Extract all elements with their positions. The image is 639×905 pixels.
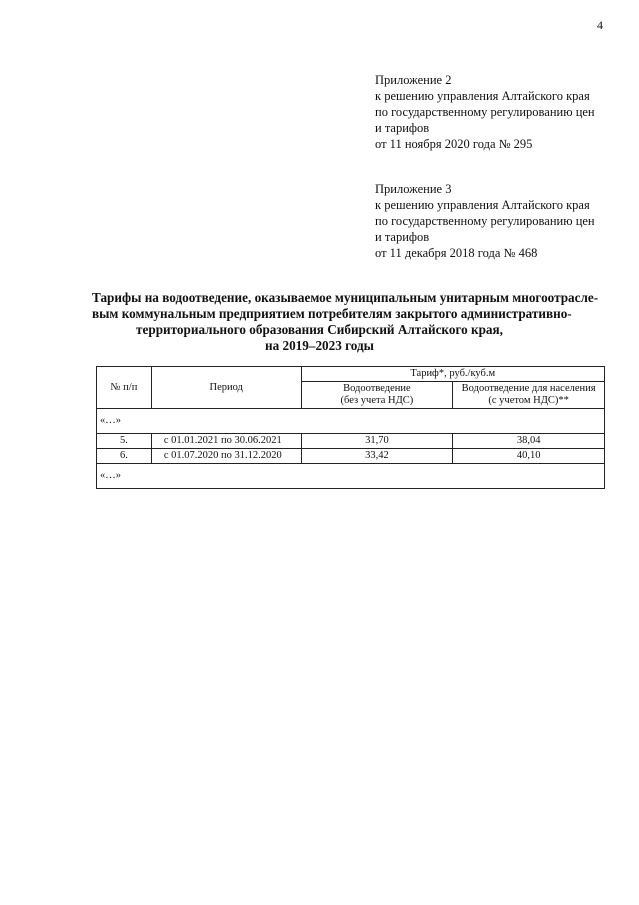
title-line: вым коммунальным предприятием потребителям закрытого административно-	[92, 306, 572, 321]
header-num: № п/п	[97, 367, 152, 409]
table-ellipsis-row	[97, 464, 605, 489]
appendix-current-block	[375, 72, 595, 152]
header-period: Период	[151, 367, 301, 409]
table-ellipsis-row	[97, 409, 605, 434]
cell-no-vat: 33,42	[301, 449, 453, 464]
appendix-line: Приложение 2	[375, 73, 452, 87]
page-number: 4	[597, 18, 603, 32]
ellipsis-cell: «…»	[97, 464, 605, 489]
document-title	[92, 290, 599, 354]
cell-with-vat: 40,10	[453, 449, 605, 464]
cell-num: 5.	[97, 434, 152, 449]
cell-with-vat: 38,04	[453, 434, 605, 449]
tariff-table	[96, 366, 605, 489]
cell-no-vat: 31,70	[301, 434, 453, 449]
title-line: Тарифы на водоотведение, оказываемое муниципальным унитарным многоотрасле-	[92, 290, 599, 305]
table-row	[97, 449, 605, 464]
title-line: на 2019–2023 годы	[265, 338, 374, 353]
appendix-line: к решению управления Алтайского края	[375, 89, 590, 103]
appendix-original-block	[375, 181, 595, 261]
header-with-vat	[453, 382, 605, 409]
header-tariff-group: Тариф*, руб./куб.м	[301, 367, 604, 382]
appendix-line: и тарифов	[375, 230, 430, 244]
appendix-line: по государственному регулированию цен	[375, 214, 595, 228]
appendix-line: от 11 декабря 2018 года № 468	[375, 246, 538, 260]
title-line: территориального образования Сибирский Алтайского края,	[136, 322, 503, 337]
header-no-vat-line2: (без учета НДС)	[340, 395, 414, 406]
table-header-row	[97, 367, 605, 382]
header-with-vat-line2: (с учетом НДС)**	[488, 395, 569, 406]
header-with-vat-line1: Водоотведение для населения	[461, 383, 596, 394]
cell-period: с 01.07.2020 по 31.12.2020	[151, 449, 301, 464]
header-no-vat-line1: Водоотведение	[343, 383, 411, 394]
cell-period: с 01.01.2021 по 30.06.2021	[151, 434, 301, 449]
table-row	[97, 434, 605, 449]
ellipsis-cell: «…»	[97, 409, 605, 434]
appendix-line: и тарифов	[375, 121, 430, 135]
header-no-vat	[301, 382, 453, 409]
appendix-line: Приложение 3	[375, 182, 452, 196]
cell-num: 6.	[97, 449, 152, 464]
appendix-line: к решению управления Алтайского края	[375, 198, 590, 212]
appendix-line: от 11 ноября 2020 года № 295	[375, 137, 533, 151]
appendix-line: по государственному регулированию цен	[375, 105, 595, 119]
